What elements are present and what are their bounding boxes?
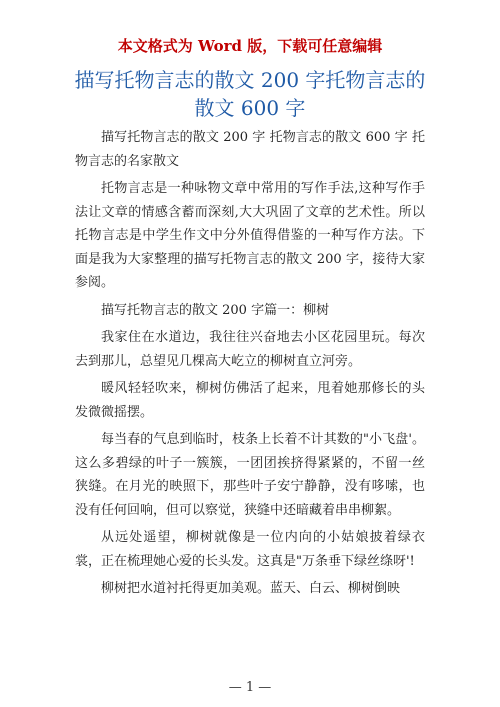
document-body (75, 126, 425, 605)
page-number: — 1 — (228, 680, 272, 695)
body-paragraph: 从远处遥望，柳树就像是一位内向的小姑娘披着绿衣裳，正在梳理她心爱的长头发。这真是"万条垂下绿丝绦呀'! (75, 530, 425, 569)
document-title: 描写托物言志的散文 200 字托物言志的散文 600 字 (74, 68, 426, 120)
format-banner: 本文格式为 Word 版，下载可任意编辑 (117, 37, 383, 55)
section-heading: 描写托物言志的散文 200 字篇一：柳树 (101, 302, 330, 318)
keywords-paragraph: 描写托物言志的散文 200 字 托物言志的散文 600 字 托物言志的名家散文 (75, 130, 425, 169)
body-paragraph: 每当春的气息到临时，枝条上长着不计其数的"小飞盘'。这么多碧绿的叶子一簇簇，一团团挨挤得紧紧的，不留一丝狭缝。在月光的映照下，那些叶子安宁静静，没有哆嗦，也没有任何回响，但可以察觉，狭缝中还暗藏着串串柳絮。 (75, 432, 425, 518)
body-paragraph: 我家住在水道边，我往往兴奋地去小区花园里玩。每次去到那儿，总望见几棵高大屹立的柳树直立河旁。 (75, 330, 425, 369)
intro-paragraph: 托物言志是一种咏物文章中常用的写作手法,这种写作手法让文章的情感含蓄而深刻,大大巩固了文章的艺术性。所以托物言志是中学生作文中分外值得借鉴的一种写作方法。下面是我为大家整理的描写托物言志的散文 200 字，接待大家参阅。 (75, 181, 425, 290)
body-paragraph: 暖风轻轻吹来，柳树仿佛活了起来，甩着她那修长的头发微微摇摆。 (75, 381, 425, 420)
body-paragraph: 柳树把水道衬托得更加美观。蓝天、白云、柳树倒映 (101, 581, 401, 596)
